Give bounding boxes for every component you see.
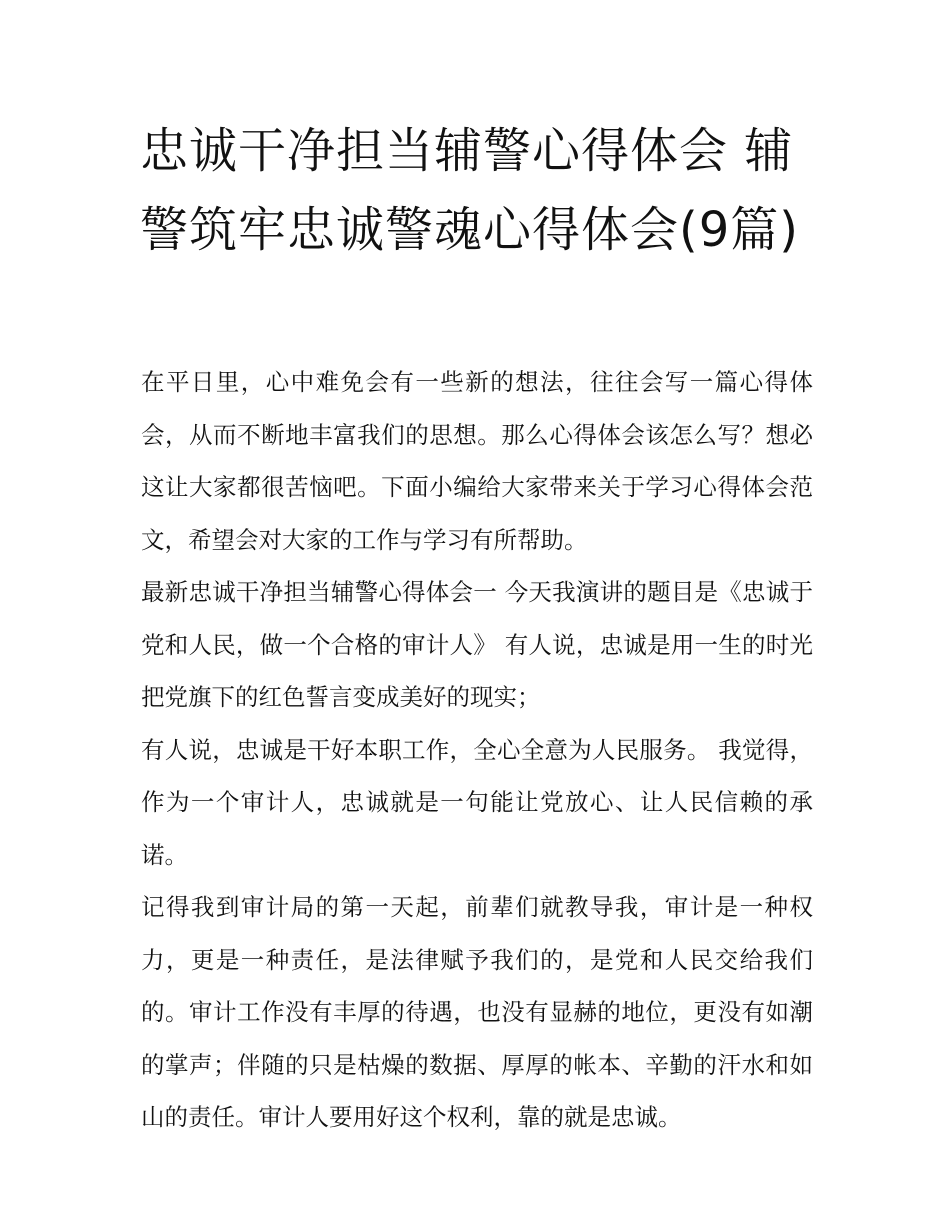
paragraph-loyalty-duty: 有人说，忠诚是干好本职工作，全心全意为人民服务。 我觉得，作为一个审计人，忠诚就是一句能让党放心、让人民信赖的承诺。 — [141, 735, 813, 869]
paragraph-speech-opening: 最新忠诚干净担当辅警心得体会一 今天我演讲的题目是《忠诚于党和人民，做一个合格的审计人》 有人说，忠诚是用一生的时光把党旗下的红色誓言变成美好的现实； — [141, 578, 813, 711]
document-body — [141, 356, 813, 1144]
paragraph-audit-responsibility: 记得我到审计局的第一天起，前辈们就教导我，审计是一种权力，更是一种责任，是法律赋予我们的，是党和人民交给我们的。审计工作没有丰厚的待遇，也没有显赫的地位，更没有如潮的掌声；伴随的只是枯燥的数据、厚厚的帐本、辛勤的汗水和如山的责任。审计人要用好这个权利，靠的就是忠诚。 — [141, 893, 813, 1131]
paragraph-intro: 在平日里，心中难免会有一些新的想法，往往会写一篇心得体会，从而不断地丰富我们的思想。那么心得体会该怎么写？想必这让大家都很苦恼吧。下面小编给大家带来关于学习心得体会范文，希望会对大家的工作与学习有所帮助。 — [141, 368, 813, 554]
document-title: 忠诚干净担当辅警心得体会 辅警筑牢忠诚警魂心得体会(9篇) — [140, 123, 799, 258]
